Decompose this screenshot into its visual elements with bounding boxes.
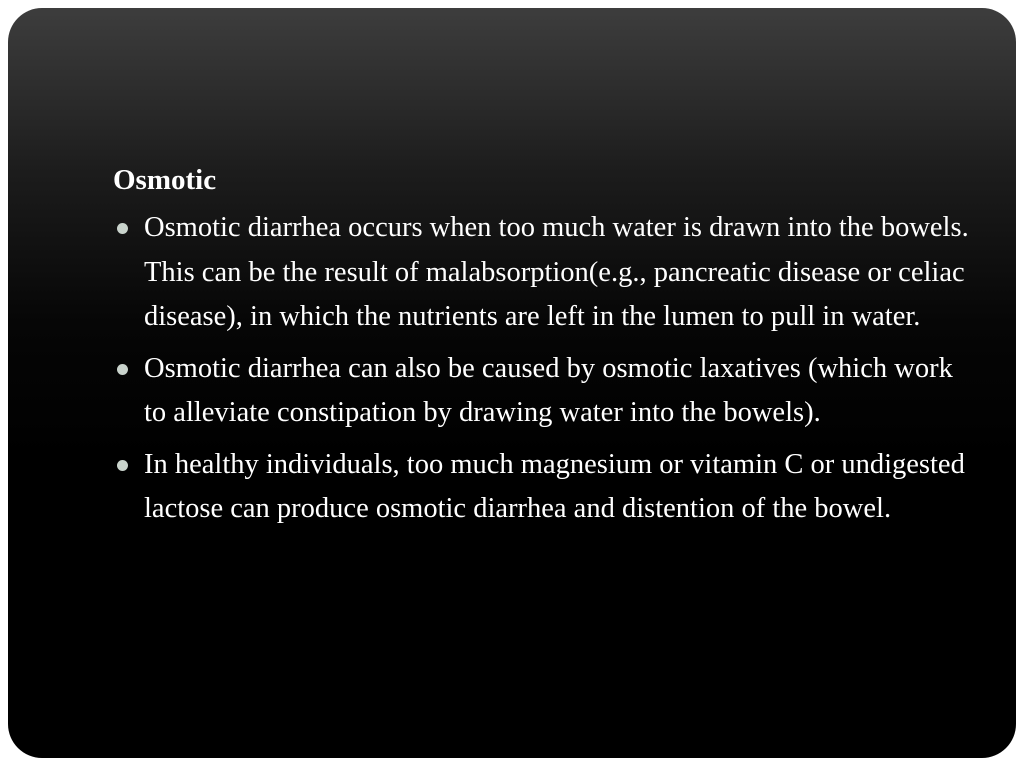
bullet-text: In healthy individuals, too much magnesium or vitamin C or undigested lactose can produce osmotic diarrhea and distention of the bowel. (144, 448, 965, 524)
bullet-item (113, 206, 973, 340)
bullet-item (113, 443, 973, 532)
slide-content (113, 158, 973, 539)
bullet-list (113, 206, 973, 532)
bullet-item (113, 347, 973, 436)
slide-heading: Osmotic (113, 164, 217, 196)
bullet-dot-icon (117, 460, 128, 471)
bullet-dot-icon (117, 223, 128, 234)
bullet-text: Osmotic diarrhea occurs when too much water is drawn into the bowels. This can be the result of malabsorption(e.g., pancreatic disease or celiac disease), in which the nutrients are left in the lumen to pull in water. (144, 212, 969, 332)
bullet-dot-icon (117, 364, 128, 375)
bullet-text: Osmotic diarrhea can also be caused by osmotic laxatives (which work to alleviate constipation by drawing water into the bowels). (144, 352, 953, 428)
slide (8, 8, 1016, 758)
